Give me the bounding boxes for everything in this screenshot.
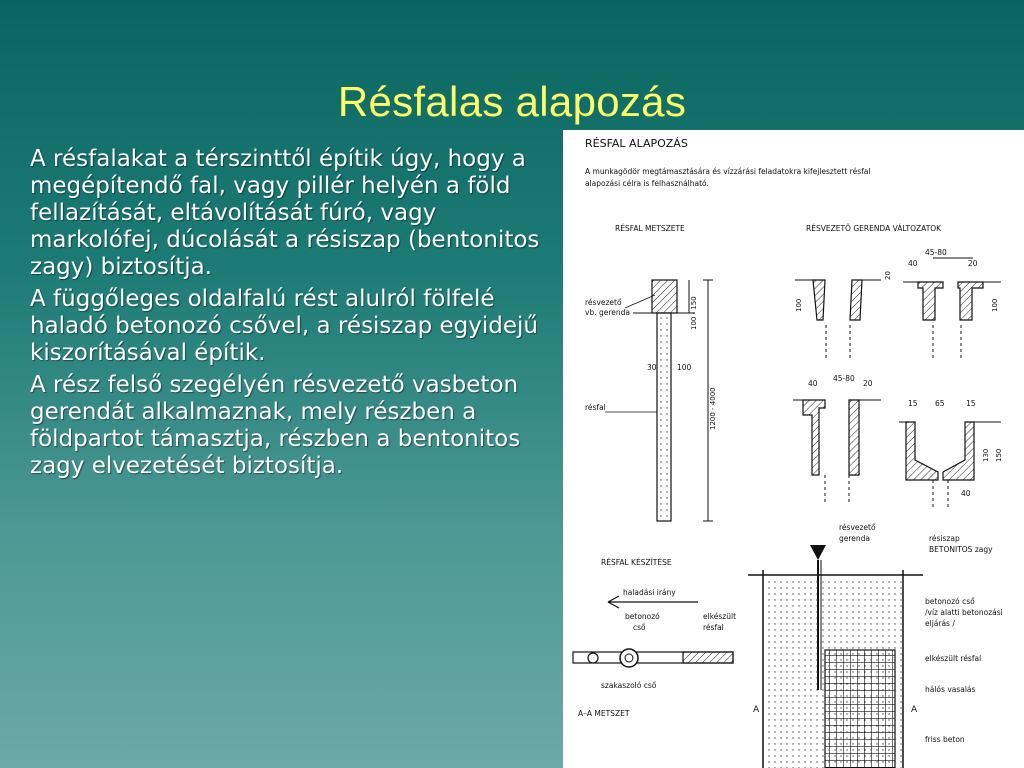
dim-15-b: 15 bbox=[966, 399, 976, 408]
technical-drawing bbox=[563, 130, 1024, 768]
label-concrete-pipe-r: betonozó cső bbox=[925, 597, 975, 606]
label-underwater-1: /víz alatti betonozási bbox=[925, 608, 1003, 617]
label-wall: résfal bbox=[585, 403, 606, 412]
body-text bbox=[30, 146, 570, 485]
paragraph-2: A függőleges oldalfalú rést alulról fölfelé haladó betonozó csővel, a résiszap egyidejű kiszorításával építik. bbox=[30, 286, 538, 366]
beam-variants-title: RÉSVEZETŐ GERENDA VÁLTOZATOK bbox=[806, 224, 942, 233]
dim-20-v2: 20 bbox=[968, 259, 978, 268]
label-finished-wall-r: elkészült résfal bbox=[925, 654, 982, 663]
dim-45-80-v2: 45-80 bbox=[925, 248, 947, 257]
figure-intro-2: alapozási célra is felhasználható. bbox=[585, 179, 709, 188]
label-fresh-concrete: friss beton bbox=[925, 735, 965, 744]
figure-title: RÉSFAL ALAPOZÁS bbox=[585, 137, 688, 150]
dim-100: 100 bbox=[677, 363, 692, 372]
dim-40-v3: 40 bbox=[808, 379, 818, 388]
paragraph-1: A résfalakat a térszinttől építik úgy, hogy a megépítendő fal, vagy pillér helyén a föld fellazítását, eltávolítását fúró, vagy markolófej, dúcolását a résiszap (bentonitos zagy) biztosítja. bbox=[30, 146, 540, 280]
dim-1200-4000: 1200 - 4000 bbox=[709, 387, 717, 430]
label-guide-beam-2: vb. gerenda bbox=[585, 308, 630, 317]
dim-15-a: 15 bbox=[908, 399, 918, 408]
slide-title: Résfalas alapozás bbox=[337, 78, 687, 125]
dim-100-150: 100 - 150 bbox=[690, 296, 698, 330]
paragraph-3: A rész felső szegélyén résvezető vasbeton gerendát alkalmaznak, mely részben a földpartot támasztja, részben a bentonitos zagy elvezetését biztosítja. bbox=[30, 372, 521, 479]
dim-40-v4: 40 bbox=[961, 489, 971, 498]
label-concrete-pipe-1: betonozó bbox=[625, 612, 660, 621]
dim-100-v2: 100 bbox=[991, 298, 999, 312]
trench-section bbox=[748, 545, 923, 768]
dim-100-v1: 100 bbox=[795, 298, 803, 312]
label-concrete-pipe-2: cső bbox=[633, 623, 646, 632]
label-guide-beam-r1: résvezető bbox=[839, 523, 876, 532]
label-slurry-1: résiszap bbox=[929, 534, 960, 543]
dim-65: 65 bbox=[935, 399, 945, 408]
label-mesh: hálós vasalás bbox=[925, 685, 976, 694]
section-aa-title: A–A METSZET bbox=[578, 709, 630, 718]
dim-20-v3: 20 bbox=[863, 379, 873, 388]
dim-30: 30 bbox=[647, 363, 657, 372]
label-guide-beam-1: résvezető bbox=[585, 298, 622, 307]
construction-title: RÉSFAL KÉSZÍTÉSE bbox=[601, 558, 672, 567]
beam-variant-2 bbox=[903, 258, 1001, 360]
label-finished-wall-1: elkészült bbox=[703, 612, 737, 621]
beam-variant-4 bbox=[899, 422, 1001, 510]
dim-150: 150 bbox=[995, 448, 1003, 462]
label-direction: haladási irány bbox=[623, 588, 676, 597]
label-a-left: A bbox=[753, 705, 760, 715]
beam-variant-3 bbox=[793, 400, 881, 505]
diaphragm-wall-drawing bbox=[563, 130, 1024, 768]
dim-45-80-v3: 45-80 bbox=[833, 374, 855, 383]
label-underwater-2: eljárás / bbox=[925, 619, 955, 628]
label-slurry-2: BETONITOS zagy bbox=[929, 545, 993, 554]
dim-130: 130 bbox=[982, 448, 990, 462]
dim-40-v2: 40 bbox=[908, 259, 918, 268]
dim-20-v2b: 20 bbox=[884, 271, 892, 280]
section-title: RÉSFAL METSZETE bbox=[615, 224, 685, 233]
figure-intro-1: A munkagödör megtámasztására és vízzárási feladatokra kifejlesztett résfal bbox=[585, 167, 871, 176]
label-section-pipe: szakaszoló cső bbox=[601, 681, 657, 690]
label-finished-wall-2: résfal bbox=[703, 623, 724, 632]
beam-variant-1 bbox=[795, 280, 881, 360]
wall-section bbox=[633, 280, 713, 521]
label-a-right: A bbox=[911, 705, 918, 715]
label-guide-beam-r2: gerenda bbox=[839, 534, 871, 543]
